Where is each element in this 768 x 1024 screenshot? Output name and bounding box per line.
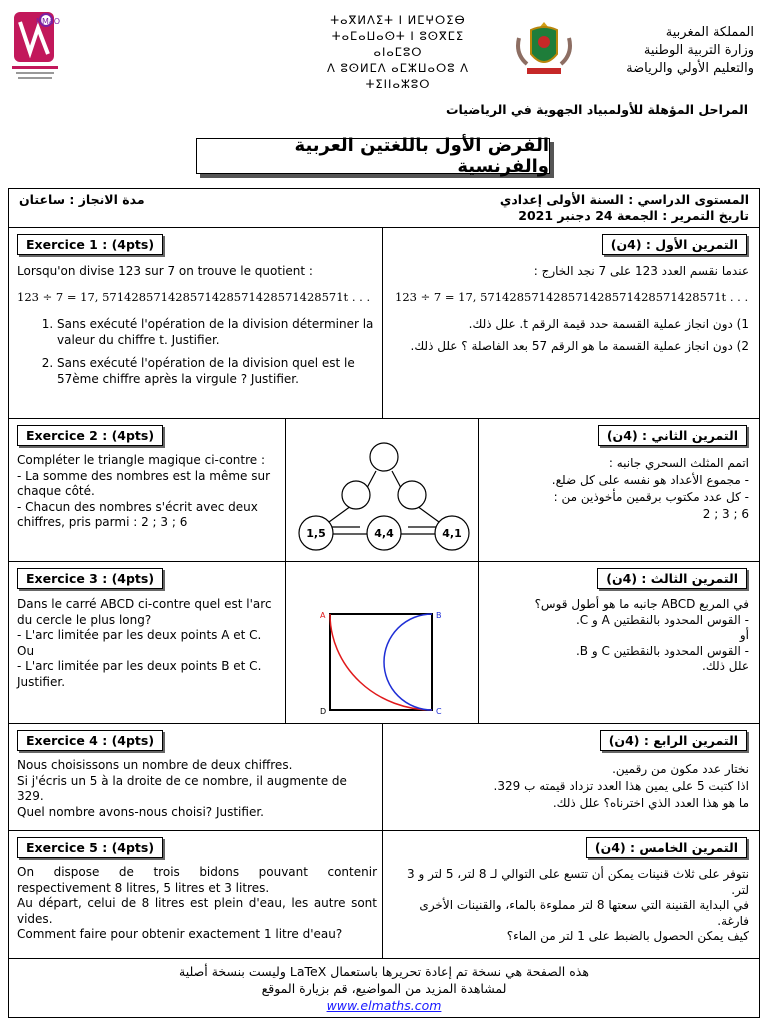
- exercise-2-ar-line: - كل عدد مكتوب برقمين مأخوذين من :: [553, 490, 749, 504]
- exercise-3-ar: [481, 597, 749, 675]
- exercise-5-line: On dispose de trois bidons pouvant contenir respectivement 8 litres, 5 litres et 3 litres.: [17, 865, 377, 895]
- page-title: الفرض الأول باللغتين العربية والفرنسية: [196, 138, 550, 174]
- exercise-3-ar-line: - القوس المحدود بالنقطتين A و C.: [575, 612, 749, 627]
- exercise-1-question-1: 1. Sans exécuté l'opération de la division déterminer la valeur du chiffre t. Justifier.: [57, 317, 377, 348]
- exercise-3-line: - L'arc limitée par les deux points A et C.: [17, 628, 262, 642]
- exercise-3-line: Ou: [17, 643, 35, 658]
- tifinagh-line: ⴷ ⵓⵙⵍⵎⴷ ⴰⵎⵣⵡⴰⵔⵓ ⴷ ⵜⵉⵏⵏⴰⵣⵓⵔ: [327, 61, 469, 91]
- kingdom-line: المملكة المغربية: [665, 25, 754, 40]
- exercise-3-ar-line: أو: [739, 628, 749, 642]
- kingdom-line: وزارة التربية الوطنية: [643, 43, 754, 58]
- divider: [9, 227, 759, 228]
- exercise-5-ar-label: التمرين الخامس : (4ن): [586, 837, 747, 858]
- exercise-5-ar: [389, 867, 749, 945]
- exercise-3-ar-line: علل ذلك.: [702, 659, 749, 673]
- exercise-2-fr: [17, 453, 279, 531]
- olympiad-subtitle: المراحل المؤهلة للأولمبياد الجهوية في الرياضيات: [446, 102, 748, 117]
- exercise-1-ar: [389, 264, 749, 360]
- exercise-1-ar-intro: عندما نقسم العدد 123 على 7 نجد الخارج :: [533, 264, 749, 278]
- exercise-3-line: Dans le carré ABCD ci-contre quel est l'arc du cercle le plus long?: [17, 597, 272, 627]
- exercise-5-fr: [17, 865, 377, 943]
- exercise-2-ar: [481, 455, 749, 523]
- duration-info: مدة الانجاز : ساعتان: [19, 192, 145, 207]
- divider: [9, 958, 759, 959]
- tifinagh-line: ⵜⴰⵎⴰⵡⴰⵙⵜ ⵏ ⵓⵙⴳⵎⵉ ⴰⵏⴰⵎⵓⵔ: [331, 29, 465, 59]
- exercise-1-formula: 123 ÷ 7 = 17, 571428571428571428571428571428571t . . .: [17, 289, 371, 304]
- exercise-2-ar-label: التمرين الثاني : (4ن): [598, 425, 747, 446]
- exercise-2-ar-line: 6 ; 3 ; 2: [702, 507, 749, 521]
- triangle-value: 4,4: [374, 527, 394, 540]
- divider: [478, 418, 479, 723]
- exercise-5-ar-line: في البداية القنينة التي سعتها 8 لتر مملوءة بالماء، والقنينات الأخرى فارغة.: [419, 898, 749, 928]
- exercise-5-ar-line: نتوفر على ثلاث قنينات يمكن أن تتسع على التوالي لـ 8 لتر، 5 لتر و 3 لتر.: [407, 867, 749, 897]
- exercise-1-ar-question-1: 1) دون انجاز عملية القسمة حدد قيمة الرقم t. علل ذلك.: [468, 317, 749, 331]
- arc-ac: [330, 614, 432, 710]
- square-figure: [286, 562, 478, 722]
- exercise-3-label: Exercice 3 : (4pts): [17, 568, 163, 589]
- kingdom-line: والتعليم الأولي والرياضة: [626, 61, 754, 76]
- exercise-3-ar-label: التمرين الثالث : (4ن): [597, 568, 747, 589]
- exercise-5-line: Au départ, celui de 8 litres est plein d'eau, les autre sont vides.: [17, 896, 377, 926]
- triangle-circle-right-mid: [398, 481, 426, 509]
- triangle-value: 1,5: [306, 527, 326, 540]
- divider: [9, 723, 759, 724]
- exercise-2-label: Exercice 2 : (4pts): [17, 425, 163, 446]
- website-link[interactable]: www.elmaths.com: [326, 998, 442, 1013]
- kingdom-header: [544, 24, 754, 78]
- exercise-1-question-2: 2. Sans exécuté l'opération de la division quel est le 57ème chiffre après la virgule ? Justifier.: [57, 356, 377, 387]
- triangle-circle-top: [370, 443, 398, 471]
- footer-note: [9, 963, 759, 1014]
- exercise-2-line: Compléter le triangle magique ci-contre :: [17, 453, 266, 467]
- exercise-4-line: Si j'écris un 5 à la droite de ce nombre, il augmente de 329.: [17, 773, 347, 803]
- exercise-1-ar-question-2: 2) دون انجاز عملية القسمة ما هو الرقم 57 بعد الفاصلة ؟ علل ذلك.: [410, 338, 749, 353]
- exercise-4-line: Nous choisissons un nombre de deux chiffres.: [17, 758, 293, 772]
- exercise-1-label: Exercice 1 : (4pts): [17, 234, 163, 255]
- exercise-4-line: Quel nombre avons-nous choisi? Justifier.: [17, 804, 264, 819]
- exercise-2-ar-line: اتمم المثلث السحري جانبه :: [608, 456, 749, 470]
- exercise-4-ar: [389, 761, 749, 812]
- exercise-4-ar-line: نختار عدد مكون من رقمين.: [612, 762, 749, 776]
- date-info: تاريخ التمرير : الجمعة 24 دجنبر 2021: [518, 208, 749, 223]
- square-abcd: [330, 614, 432, 710]
- exercise-3-line: Justifier.: [17, 674, 66, 689]
- tifinagh-header: [318, 12, 478, 92]
- divider: [9, 830, 759, 831]
- arc-bc: [384, 614, 432, 710]
- exercise-4-ar-line: ما هو هذا العدد الذي اخترناه؟ علل ذلك.: [552, 796, 749, 810]
- logo-text: NMaO: [36, 17, 61, 26]
- exercise-1-intro: Lorsqu'on divise 123 sur 7 on trouve le quotient :: [17, 264, 313, 278]
- exercise-4-fr: [17, 758, 377, 820]
- point-c-label: C: [436, 707, 442, 716]
- exercise-3-ar-line: في المربع ABCD جانبه ما هو أطول قوس؟: [534, 597, 749, 611]
- olympiad-logo: [8, 8, 62, 88]
- tifinagh-line: ⵜⴰⴳⵍⴷⵉⵜ ⵏ ⵍⵎⵖⵔⵉⴱ: [330, 13, 466, 27]
- exercise-2-line: - La somme des nombres est la même sur chaque côté.: [17, 468, 271, 498]
- exercise-2-line: - Chacun des nombres s'écrit avec deux chiffres, pris parmi : 2 ; 3 ; 6: [17, 499, 258, 529]
- divider: [382, 723, 383, 958]
- exercise-3-line: - L'arc limitée par les deux points B et C.: [17, 659, 262, 673]
- exercise-1-fr: [17, 264, 377, 395]
- triangle-circle-left-mid: [342, 481, 370, 509]
- level-info: المستوى الدراسي : السنة الأولى إعدادي: [499, 192, 749, 207]
- exercise-1-ar-label: التمرين الأول : (4ن): [602, 234, 747, 255]
- exercise-5-ar-line: كيف يمكن الحصول بالضبط على 1 لتر من الماء؟: [506, 929, 749, 943]
- exam-frame: [8, 188, 760, 1018]
- point-d-label: D: [320, 707, 327, 716]
- exercise-5-line: Comment faire pour obtenir exactement 1 litre d'eau?: [17, 927, 343, 941]
- divider: [382, 227, 383, 418]
- exercise-5-label: Exercice 5 : (4pts): [17, 837, 163, 858]
- exercise-4-ar-line: اذا كتبت 5 على يمين هذا العدد تزداد قيمته ب 329.: [493, 779, 749, 793]
- exercise-1-ar-formula: 123 ÷ 7 = 17, 571428571428571428571428571428571t . . .: [395, 289, 749, 304]
- exercise-4-label: Exercice 4 : (4pts): [17, 730, 163, 751]
- footer-line-1: هذه الصفحة هي نسخة تم إعادة تحريرها باستعمال LaTeX وليست بنسخة أصلية: [179, 964, 589, 979]
- exercise-4-ar-label: التمرين الرابع : (4ن): [600, 730, 747, 751]
- exercise-3-ar-line: - القوس المحدود بالنقطتين C و B.: [575, 643, 749, 658]
- point-b-label: B: [436, 611, 442, 620]
- triangle-value: 4,1: [442, 527, 462, 540]
- footer-line-2: لمشاهدة المزيد من المواضيع، قم بزيارة الموقع: [261, 981, 507, 996]
- exercise-2-ar-line: - مجموع الأعداد هو نفسه على كل ضلع.: [551, 473, 749, 487]
- point-a-label: A: [320, 611, 326, 620]
- exercise-3-fr: [17, 597, 279, 690]
